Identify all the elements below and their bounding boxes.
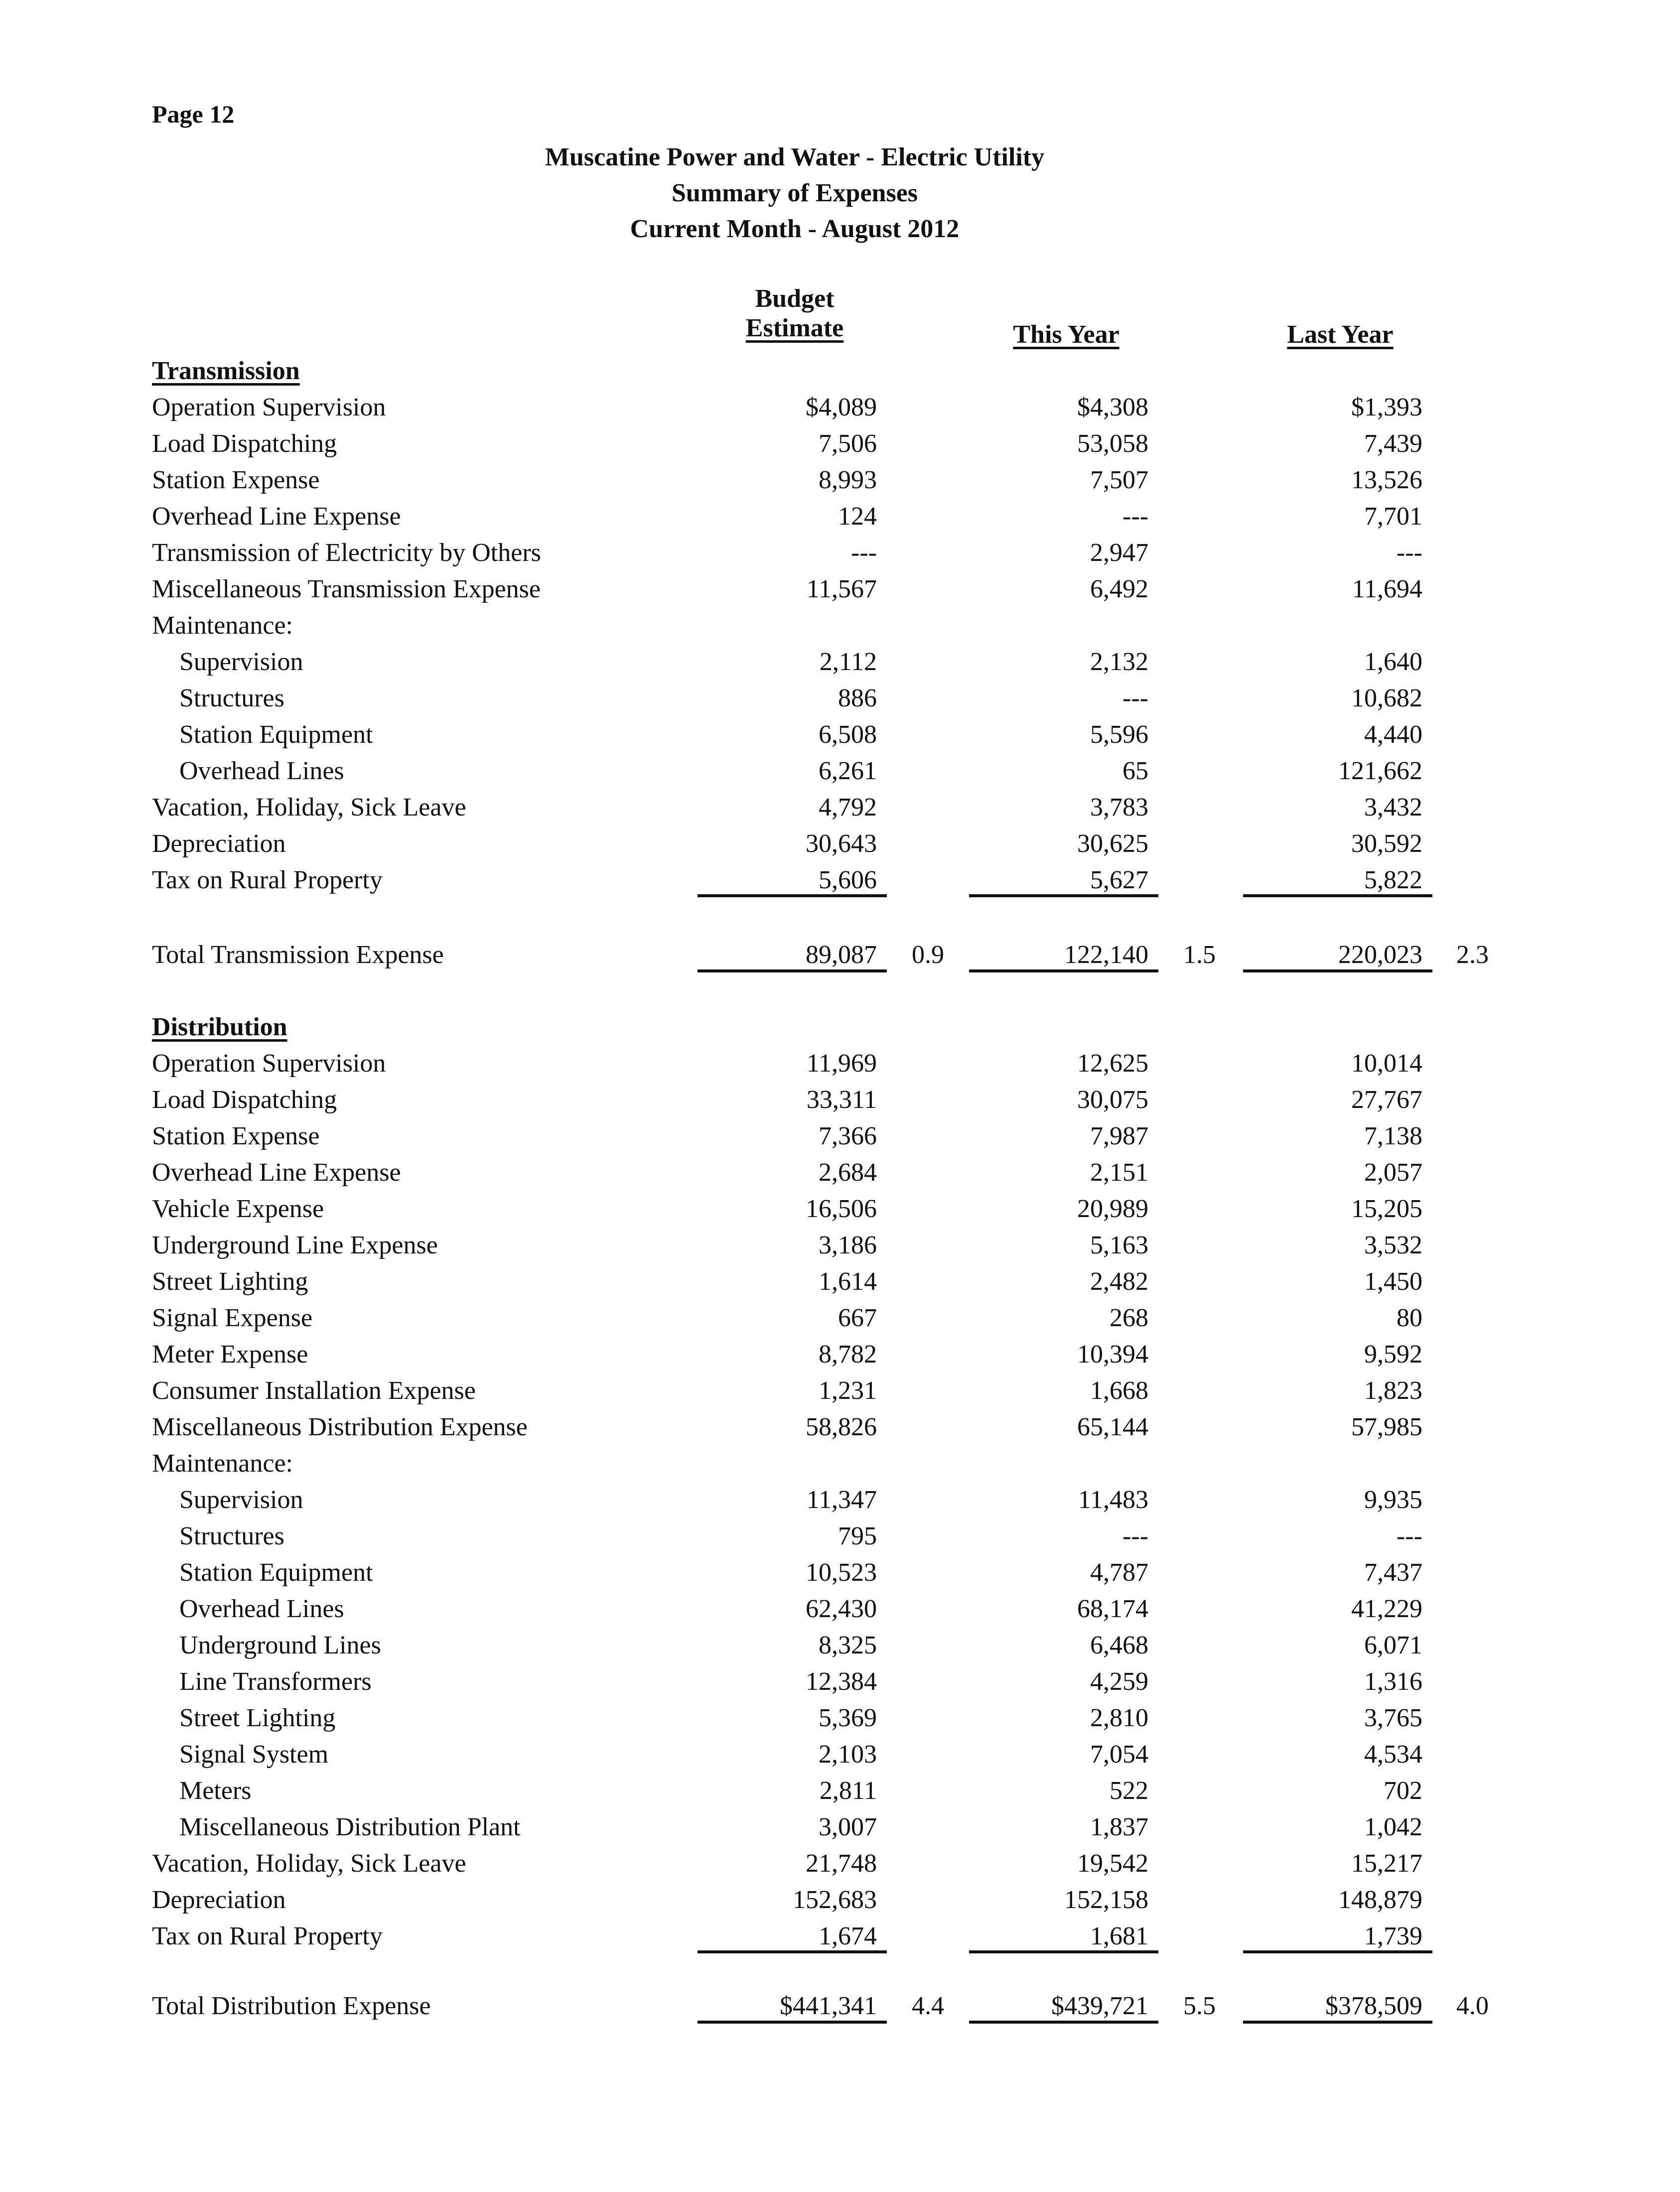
budget-value: 62,430 — [806, 1595, 877, 1623]
table-row — [152, 1809, 1547, 1845]
table-row — [152, 1736, 1547, 1773]
last-year-value: 3,532 — [1364, 1231, 1422, 1259]
last-year-value: 1,042 — [1364, 1813, 1422, 1841]
column-header-budget — [695, 284, 894, 343]
last-year-value: 6,071 — [1364, 1631, 1422, 1659]
budget-value: 30,643 — [806, 829, 877, 858]
total-budget-value: 89,087 — [806, 941, 877, 969]
this-year-value: 1,681 — [1090, 1922, 1148, 1950]
table-row — [152, 1845, 1547, 1882]
budget-value: 8,993 — [819, 466, 877, 494]
table-row — [152, 1627, 1547, 1663]
table-row — [152, 1336, 1547, 1372]
this-year-value: 68,174 — [1077, 1595, 1148, 1623]
table-row — [152, 716, 1547, 753]
budget-value: 4,792 — [819, 793, 877, 822]
row-label: Meter Expense — [152, 1340, 308, 1369]
row-label: Supervision — [179, 648, 303, 676]
last-year-value: 1,739 — [1364, 1922, 1422, 1950]
last-year-value: 3,432 — [1364, 793, 1422, 822]
row-label: Structures — [179, 684, 284, 712]
table-row — [152, 1118, 1547, 1154]
this-year-value: 1,837 — [1090, 1813, 1148, 1841]
budget-value: 3,007 — [819, 1813, 877, 1841]
budget-value: $4,089 — [806, 393, 877, 421]
subtotal-rule-last-year — [1243, 1950, 1432, 1953]
column-header-budget-top: Budget — [755, 284, 835, 313]
total-last-year-ratio: 2.3 — [1456, 941, 1489, 969]
last-year-value: 1,640 — [1364, 648, 1422, 676]
table-row — [152, 1445, 1547, 1482]
document-subtitle: Summary of Expenses — [671, 179, 918, 207]
this-year-value: 1,668 — [1090, 1376, 1148, 1405]
subtotal-rule-budget — [698, 894, 887, 897]
last-year-value: 15,205 — [1351, 1195, 1422, 1223]
this-year-value: 2,151 — [1090, 1158, 1148, 1187]
last-year-value: 9,935 — [1364, 1486, 1422, 1514]
row-label: Street Lighting — [152, 1267, 308, 1296]
this-year-value: 268 — [1110, 1304, 1148, 1332]
row-label: Miscellaneous Distribution Plant — [179, 1813, 521, 1841]
last-year-value: 13,526 — [1351, 466, 1422, 494]
table-row — [152, 1045, 1547, 1082]
last-year-value: 7,437 — [1364, 1558, 1422, 1587]
this-year-value: 7,987 — [1090, 1122, 1148, 1150]
this-year-value: 53,058 — [1077, 429, 1148, 458]
this-year-value: 6,492 — [1090, 575, 1148, 603]
budget-value: --- — [851, 539, 877, 567]
last-year-value: 10,682 — [1351, 684, 1422, 712]
row-label: Overhead Lines — [179, 757, 344, 785]
this-year-value: 19,542 — [1077, 1849, 1148, 1878]
this-year-value: 4,787 — [1090, 1558, 1148, 1587]
this-year-value: 20,989 — [1077, 1195, 1148, 1223]
last-year-value: 27,767 — [1351, 1086, 1422, 1114]
last-year-value: 9,592 — [1364, 1340, 1422, 1369]
last-year-value: 4,440 — [1364, 720, 1422, 749]
this-year-value: 7,507 — [1090, 466, 1148, 494]
document-period: Current Month - August 2012 — [630, 215, 960, 243]
total-rule-budget — [698, 969, 887, 972]
row-label: Operation Supervision — [152, 393, 386, 421]
this-year-value: $4,308 — [1077, 393, 1148, 421]
row-label: Consumer Installation Expense — [152, 1376, 476, 1405]
last-year-value: 1,450 — [1364, 1267, 1422, 1296]
last-year-value: 41,229 — [1351, 1595, 1422, 1623]
budget-value: 7,506 — [819, 429, 877, 458]
row-label: Depreciation — [152, 1886, 286, 1914]
this-year-value: 5,163 — [1090, 1231, 1148, 1259]
table-row — [152, 753, 1547, 789]
total-this-year-ratio: 1.5 — [1183, 941, 1216, 969]
row-label: Overhead Line Expense — [152, 502, 401, 531]
last-year-value: 7,138 — [1364, 1122, 1422, 1150]
budget-value: 2,103 — [819, 1740, 877, 1769]
transmission-section-heading — [152, 353, 1547, 389]
table-row — [152, 680, 1547, 716]
this-year-value: 522 — [1110, 1777, 1148, 1805]
last-year-value: 30,592 — [1351, 829, 1422, 858]
column-header-last-year: Last Year — [1287, 320, 1394, 349]
page-number: Page 12 — [152, 100, 235, 128]
total-label: Total Transmission Expense — [152, 941, 444, 969]
table-row — [152, 1663, 1547, 1700]
table-row — [152, 1372, 1547, 1409]
last-year-value: 11,694 — [1352, 575, 1422, 603]
budget-value: 6,261 — [819, 757, 877, 785]
row-label: Supervision — [179, 1486, 303, 1514]
table-row — [152, 825, 1547, 862]
total-budget-value: $441,341 — [780, 1992, 877, 2020]
table-row — [152, 1918, 1547, 1954]
this-year-value: 3,783 — [1090, 793, 1148, 822]
this-year-value: 30,075 — [1077, 1086, 1148, 1114]
budget-value: 667 — [838, 1304, 877, 1332]
last-year-value: 4,534 — [1364, 1740, 1422, 1769]
row-label: Vehicle Expense — [152, 1195, 324, 1223]
column-header-budget-bottom: Estimate — [745, 314, 844, 342]
budget-value: 3,186 — [819, 1231, 877, 1259]
total-rule-last-year — [1243, 969, 1432, 972]
table-row — [152, 1518, 1547, 1554]
column-header-this-year: This Year — [1013, 320, 1120, 349]
this-year-value: 7,054 — [1090, 1740, 1148, 1769]
total-rule-last-year — [1243, 2021, 1432, 2024]
row-label: Maintenance: — [152, 1449, 293, 1478]
this-year-value: 11,483 — [1078, 1486, 1148, 1514]
table-row — [152, 862, 1547, 898]
subtotal-rule-budget — [698, 1950, 887, 1953]
table-row — [152, 1227, 1547, 1263]
last-year-value: 7,439 — [1364, 429, 1422, 458]
table-row — [152, 1773, 1547, 1809]
table-row — [152, 1482, 1547, 1518]
table-row — [152, 1409, 1547, 1445]
section-heading-label: Transmission — [152, 357, 300, 385]
total-rule-budget — [698, 2021, 887, 2024]
total-last-year-value: 220,023 — [1338, 941, 1422, 969]
row-label: Signal System — [179, 1740, 329, 1769]
last-year-value: 80 — [1397, 1304, 1422, 1332]
row-label: Underground Lines — [179, 1631, 381, 1659]
table-row — [152, 535, 1547, 571]
this-year-value: 2,947 — [1090, 539, 1148, 567]
last-year-value: 148,879 — [1338, 1886, 1422, 1914]
row-label: Tax on Rural Property — [152, 866, 383, 894]
table-row — [152, 1554, 1547, 1591]
document-title: Muscatine Power and Water - Electric Utility — [545, 143, 1045, 171]
distribution-section-heading — [152, 1009, 1547, 1045]
last-year-value: 10,014 — [1351, 1049, 1422, 1078]
budget-value: 7,366 — [819, 1122, 877, 1150]
subtotal-rule-this-year — [969, 894, 1158, 897]
row-label: Underground Line Expense — [152, 1231, 438, 1259]
budget-value: 21,748 — [806, 1849, 877, 1878]
row-label: Meters — [179, 1777, 252, 1805]
this-year-value: 2,132 — [1090, 648, 1148, 676]
budget-value: 5,606 — [819, 866, 877, 894]
budget-value: 1,614 — [819, 1267, 877, 1296]
budget-value: 2,112 — [819, 648, 877, 676]
budget-value: 33,311 — [806, 1086, 877, 1114]
this-year-value: --- — [1122, 684, 1148, 712]
budget-value: 886 — [838, 684, 877, 712]
row-label: Overhead Lines — [179, 1595, 344, 1623]
last-year-value: --- — [1397, 539, 1422, 567]
table-row — [152, 425, 1547, 462]
row-label: Vacation, Holiday, Sick Leave — [152, 793, 466, 822]
table-row — [152, 644, 1547, 680]
row-label: Signal Expense — [152, 1304, 313, 1332]
last-year-value: --- — [1397, 1522, 1422, 1550]
table-row — [152, 1300, 1547, 1336]
last-year-value: 1,823 — [1364, 1376, 1422, 1405]
row-label: Operation Supervision — [152, 1049, 386, 1078]
row-label: Station Expense — [152, 1122, 320, 1150]
budget-value: 124 — [838, 502, 877, 531]
budget-value: 152,683 — [793, 1886, 877, 1914]
total-last-year-value: $378,509 — [1325, 1992, 1422, 2020]
budget-value: 6,508 — [819, 720, 877, 749]
table-row — [152, 571, 1547, 607]
row-label: Load Dispatching — [152, 1086, 337, 1114]
total-this-year-value: 122,140 — [1064, 941, 1148, 969]
this-year-value: 2,810 — [1090, 1704, 1148, 1732]
section-heading-label: Distribution — [152, 1013, 287, 1041]
total-label: Total Distribution Expense — [152, 1992, 431, 2020]
row-label: Maintenance: — [152, 611, 293, 640]
distribution-total-row — [152, 1988, 1547, 2024]
budget-value: 11,347 — [806, 1486, 877, 1514]
total-budget-ratio: 4.4 — [912, 1992, 944, 2020]
row-label: Overhead Line Expense — [152, 1158, 401, 1187]
last-year-value: 702 — [1384, 1777, 1422, 1805]
total-budget-ratio: 0.9 — [912, 941, 944, 969]
table-row — [152, 1263, 1547, 1300]
row-label: Tax on Rural Property — [152, 1922, 383, 1950]
this-year-value: 152,158 — [1064, 1886, 1148, 1914]
budget-value: 8,782 — [819, 1340, 877, 1369]
budget-value: 8,325 — [819, 1631, 877, 1659]
last-year-value: 7,701 — [1364, 502, 1422, 531]
table-row — [152, 789, 1547, 825]
table-row — [152, 498, 1547, 535]
row-label: Transmission of Electricity by Others — [152, 539, 541, 567]
total-rule-this-year — [969, 2021, 1158, 2024]
transmission-total-row — [152, 937, 1547, 973]
table-row — [152, 1191, 1547, 1227]
table-row — [152, 1591, 1547, 1627]
this-year-value: 4,259 — [1090, 1667, 1148, 1696]
row-label: Miscellaneous Distribution Expense — [152, 1413, 528, 1441]
subtotal-rule-last-year — [1243, 894, 1432, 897]
budget-value: 12,384 — [806, 1667, 877, 1696]
row-label: Street Lighting — [179, 1704, 336, 1732]
row-label: Depreciation — [152, 829, 286, 858]
total-this-year-ratio: 5.5 — [1183, 1992, 1216, 2020]
last-year-value: 121,662 — [1338, 757, 1422, 785]
budget-value: 2,684 — [819, 1158, 877, 1187]
total-last-year-ratio: 4.0 — [1456, 1992, 1489, 2020]
budget-value: 5,369 — [819, 1704, 877, 1732]
this-year-value: --- — [1122, 502, 1148, 531]
last-year-value: 5,822 — [1364, 866, 1422, 894]
this-year-value: 5,627 — [1090, 866, 1148, 894]
this-year-value: 30,625 — [1077, 829, 1148, 858]
budget-value: 795 — [838, 1522, 877, 1550]
row-label: Vacation, Holiday, Sick Leave — [152, 1849, 466, 1878]
subtotal-rule-this-year — [969, 1950, 1158, 1953]
budget-value: 11,969 — [806, 1049, 877, 1078]
row-label: Station Expense — [152, 466, 320, 494]
budget-value: 10,523 — [806, 1558, 877, 1587]
last-year-value: 1,316 — [1364, 1667, 1422, 1696]
this-year-value: 2,482 — [1090, 1267, 1148, 1296]
this-year-value: 6,468 — [1090, 1631, 1148, 1659]
budget-value: 11,567 — [806, 575, 877, 603]
table-row — [152, 607, 1547, 644]
last-year-value: 15,217 — [1351, 1849, 1422, 1878]
table-row — [152, 1082, 1547, 1118]
this-year-value: 10,394 — [1077, 1340, 1148, 1369]
row-label: Structures — [179, 1522, 284, 1550]
total-rule-this-year — [969, 969, 1158, 972]
row-label: Line Transformers — [179, 1667, 372, 1696]
row-label: Station Equipment — [179, 1558, 373, 1587]
row-label: Load Dispatching — [152, 429, 337, 458]
budget-value: 58,826 — [806, 1413, 877, 1441]
this-year-value: 5,596 — [1090, 720, 1148, 749]
this-year-value: --- — [1122, 1522, 1148, 1550]
table-row — [152, 1154, 1547, 1191]
this-year-value: 65,144 — [1077, 1413, 1148, 1441]
budget-value: 2,811 — [819, 1777, 877, 1805]
table-row — [152, 462, 1547, 498]
table-row — [152, 1882, 1547, 1918]
table-row — [152, 1700, 1547, 1736]
budget-value: 16,506 — [806, 1195, 877, 1223]
budget-value: 1,674 — [819, 1922, 877, 1950]
budget-value: 1,231 — [819, 1376, 877, 1405]
row-label: Station Equipment — [179, 720, 373, 749]
this-year-value: 12,625 — [1077, 1049, 1148, 1078]
last-year-value: 57,985 — [1351, 1413, 1422, 1441]
table-row — [152, 389, 1547, 425]
last-year-value: 2,057 — [1364, 1158, 1422, 1187]
last-year-value: $1,393 — [1351, 393, 1422, 421]
last-year-value: 3,765 — [1364, 1704, 1422, 1732]
this-year-value: 65 — [1122, 757, 1148, 785]
row-label: Miscellaneous Transmission Expense — [152, 575, 541, 603]
total-this-year-value: $439,721 — [1051, 1992, 1148, 2020]
